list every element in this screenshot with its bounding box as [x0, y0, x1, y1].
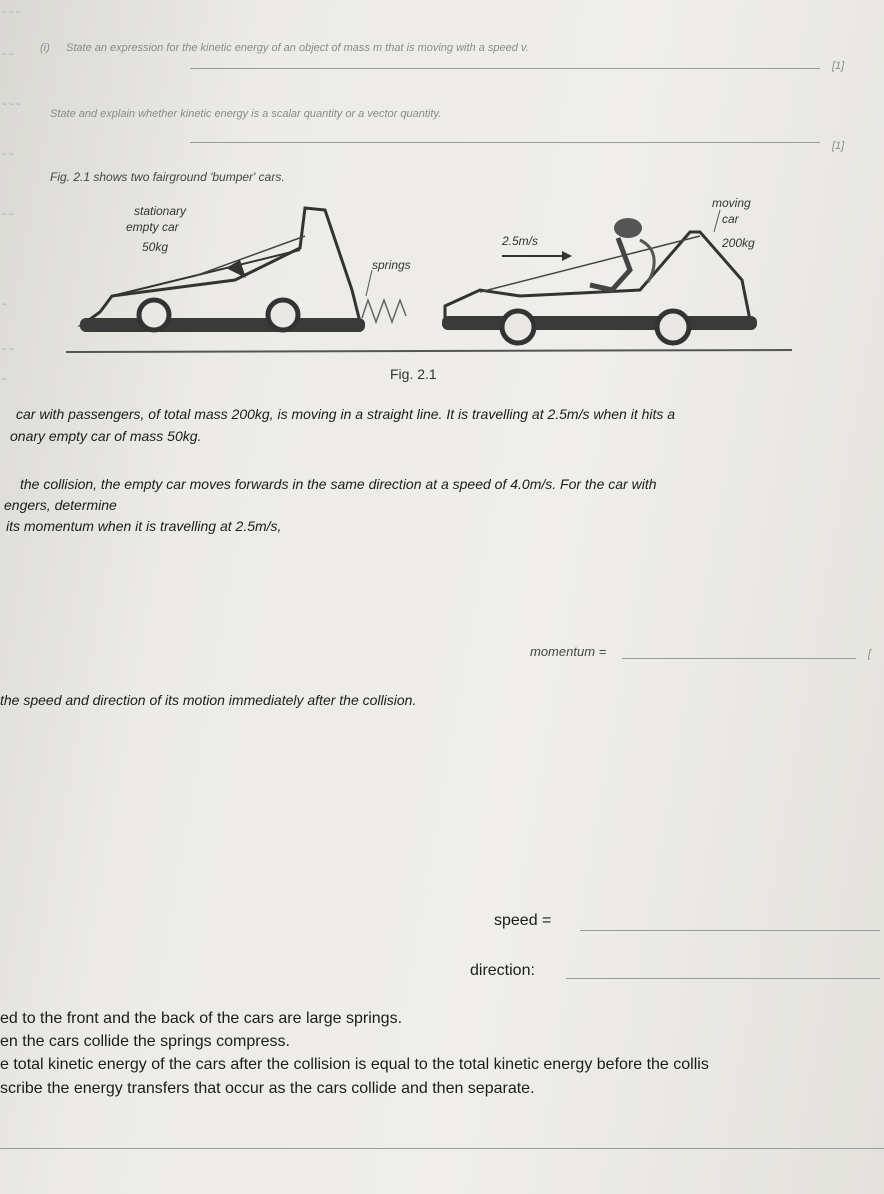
figure-label-car: car	[722, 212, 739, 226]
momentum-answer-line[interactable]	[622, 658, 856, 659]
paragraph-line: scribe the energy transfers that occur as the cars collide and then separate.	[0, 1080, 535, 1097]
figure-label-stationary: stationary	[134, 204, 187, 218]
marks: [1]	[832, 140, 845, 152]
figure-label-speed: 2.5m/s	[502, 234, 539, 248]
paragraph-line: car with passengers, of total mass 200kg, is moving in a straight line. It is travelling at 2.5m/s when it hits a	[16, 406, 676, 422]
margin-scribbles: ~ ~ ~ ~ ~ ~ ~ ~ ~ ~ ~ ~ ~ ~ ~ ~	[2, 8, 21, 384]
figure-intro: Fig. 2.1 shows two fairground 'bumper' cars.	[50, 170, 285, 184]
paragraph-line: onary empty car of mass 50kg.	[10, 428, 202, 444]
speed-answer-line[interactable]	[580, 930, 880, 931]
figure-caption: Fig. 2.1	[390, 366, 437, 382]
direction-label: direction:	[470, 962, 535, 979]
direction-answer-line[interactable]	[566, 978, 880, 979]
figure-label-empty-car: empty car	[126, 220, 179, 234]
paragraph-line: engers, determine	[4, 497, 117, 513]
marks: [	[868, 648, 872, 660]
paragraph-line: ed to the front and the back of the cars are large springs.	[0, 1010, 403, 1027]
momentum-label: momentum =	[530, 644, 607, 659]
answer-line[interactable]	[0, 1148, 884, 1149]
paragraph-line: e total kinetic energy of the cars after the collision is equal to the total kinetic energy before the collis	[0, 1056, 709, 1073]
question-ke-expression: State an expression for the kinetic energy of an object of mass m that is moving with a speed v.	[66, 42, 529, 54]
figure-label-moving: moving	[712, 196, 751, 210]
figure-label-mass-right: 200kg	[722, 236, 755, 250]
paragraph-line: the collision, the empty car moves forwards in the same direction at a speed of 4.0m/s. For the car with	[20, 476, 657, 492]
marks: [1]	[832, 60, 845, 72]
figure-label-springs: springs	[372, 258, 411, 272]
bumper-cars-figure	[0, 0, 884, 400]
figure-label-mass-left: 50kg	[142, 240, 169, 254]
question-scalar-vector: State and explain whether kinetic energy is a scalar quantity or a vector quantity.	[50, 108, 442, 120]
question-number: (i)	[40, 42, 50, 54]
paragraph-line: its momentum when it is travelling at 2.5m/s,	[6, 518, 282, 534]
speed-label: speed =	[494, 912, 552, 929]
paragraph-line: en the cars collide the springs compress.	[0, 1033, 290, 1050]
question-speed-direction: the speed and direction of its motion immediately after the collision.	[0, 692, 417, 708]
